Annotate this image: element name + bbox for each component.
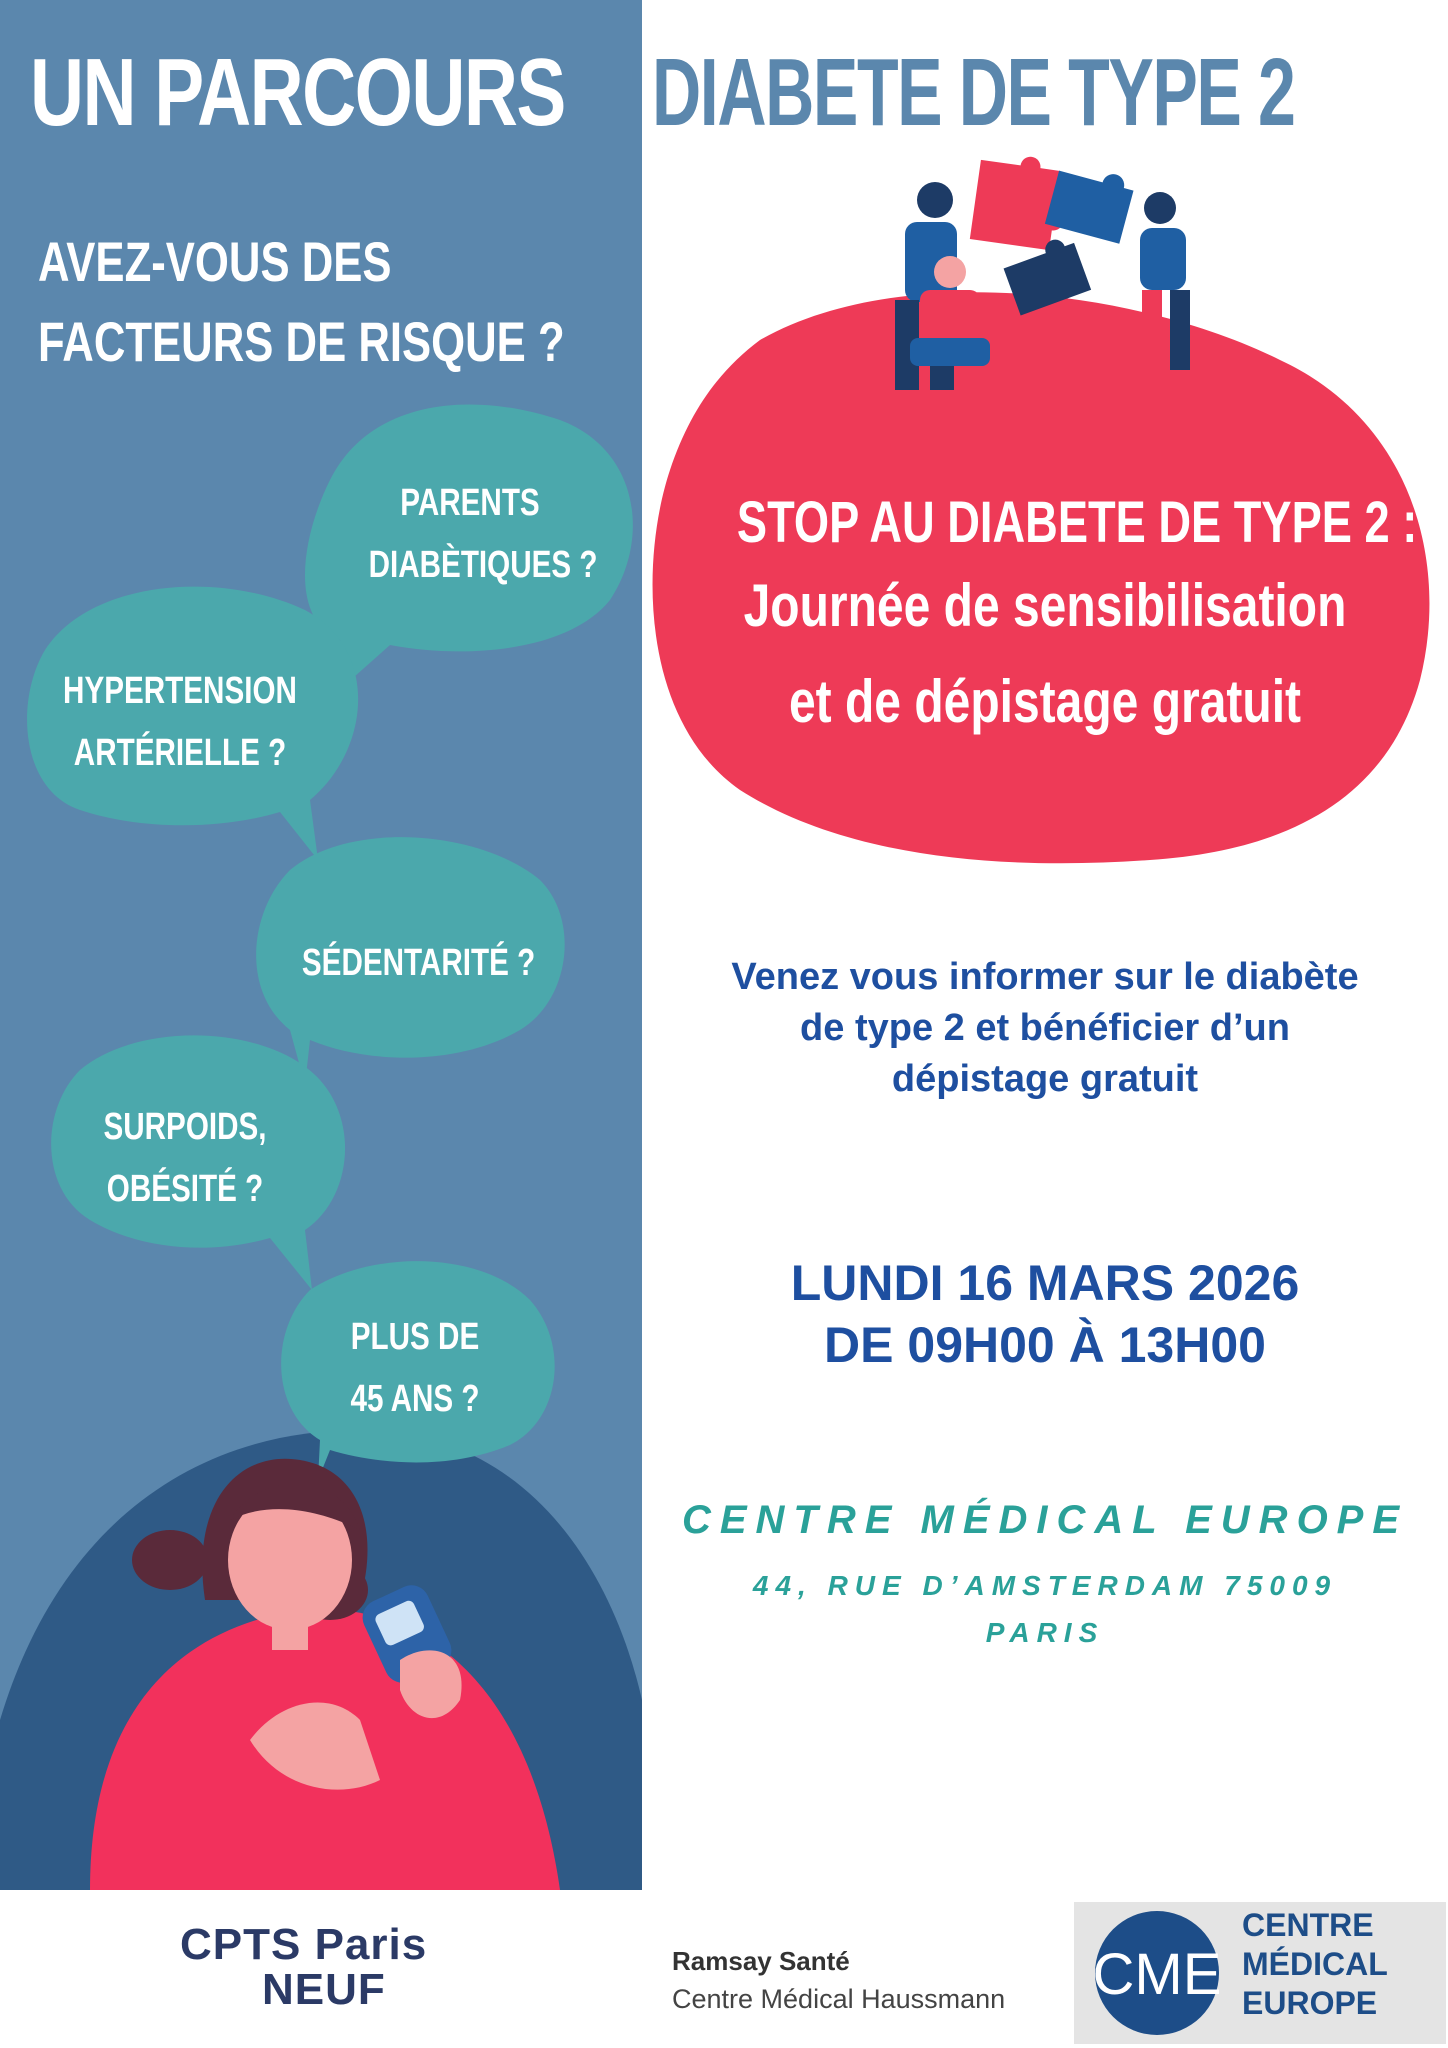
ramsay-logo-text-line2: Centre Médical Haussmann <box>672 1984 1006 2014</box>
bubble-sedentarite <box>301 932 536 994</box>
event-title-line3: et de dépistage gratuit <box>788 668 1302 735</box>
bubble-parents <box>368 472 598 596</box>
bubble-sedentarite-line1: SÉDENTARITÉ ? <box>301 942 536 984</box>
event-info-line2: de type 2 et bénéficier d’un <box>800 1007 1290 1049</box>
bubble-age-line2: 45 ANS ? <box>350 1378 480 1420</box>
title-right: DIABETE DE TYPE 2 <box>652 39 1295 146</box>
title-left: UN PARCOURS <box>30 39 565 146</box>
bubble-hypertension <box>63 660 297 784</box>
event-place-name: CENTRE MÉDICAL EUROPE <box>681 1498 1409 1542</box>
event-info-line1: Venez vous informer sur le diabète <box>731 956 1359 998</box>
cme-logo-text-line3: EUROPE <box>1242 1985 1378 2021</box>
bubble-parents-line1: PARENTS <box>400 482 540 524</box>
bubble-surpoids-line1: SURPOIDS, <box>103 1106 267 1148</box>
bubble-hypertension-line1: HYPERTENSION <box>63 670 297 712</box>
cme-monogram-text: CME <box>1092 1942 1222 2007</box>
risk-question-line2: FACTEURS DE RISQUE ? <box>38 310 565 373</box>
bubble-surpoids-line2: OBÉSITÉ ? <box>106 1168 264 1210</box>
bubble-parents-line2: DIABÈTIQUES ? <box>368 544 598 586</box>
event-date-line1: LUNDI 16 MARS 2026 <box>790 1255 1300 1311</box>
cme-logo-text-line2: MÉDICAL <box>1242 1946 1388 1982</box>
bubble-age <box>318 1306 513 1430</box>
event-date-line2: DE 09H00 À 13H00 <box>824 1317 1266 1373</box>
event-title <box>650 488 1440 750</box>
event-address-line2: PARIS <box>985 1617 1105 1648</box>
cme-logo-text <box>1242 1906 1388 2023</box>
event-info-line3: dépistage gratuit <box>891 1058 1199 1100</box>
event-title-line2: Journée de sensibilisation <box>743 572 1347 639</box>
event-info <box>650 952 1440 1105</box>
event-date <box>650 1252 1440 1376</box>
cme-logo-text-line1: CENTRE <box>1242 1907 1374 1943</box>
cpts-logo-text-line1: CPTS Paris <box>180 1920 428 1969</box>
cme-monogram-logo <box>1090 1906 1230 2040</box>
risk-question-line1: AVEZ-VOUS DES <box>38 230 392 293</box>
bubble-hypertension-line2: ARTÉRIELLE ? <box>73 732 287 774</box>
bubble-age-line1: PLUS DE <box>350 1316 480 1358</box>
event-title-line1: STOP AU DIABETE DE TYPE 2 : <box>736 490 1418 555</box>
cpts-logo-text-line2: NEUF <box>262 1965 386 2014</box>
bubble-surpoids <box>88 1096 283 1220</box>
event-address <box>650 1562 1440 1656</box>
event-address-line1: 44, RUE D’AMSTERDAM 75009 <box>752 1570 1338 1601</box>
ramsay-logo-text-line1: Ramsay Santé <box>672 1946 850 1976</box>
risk-question <box>38 222 565 382</box>
